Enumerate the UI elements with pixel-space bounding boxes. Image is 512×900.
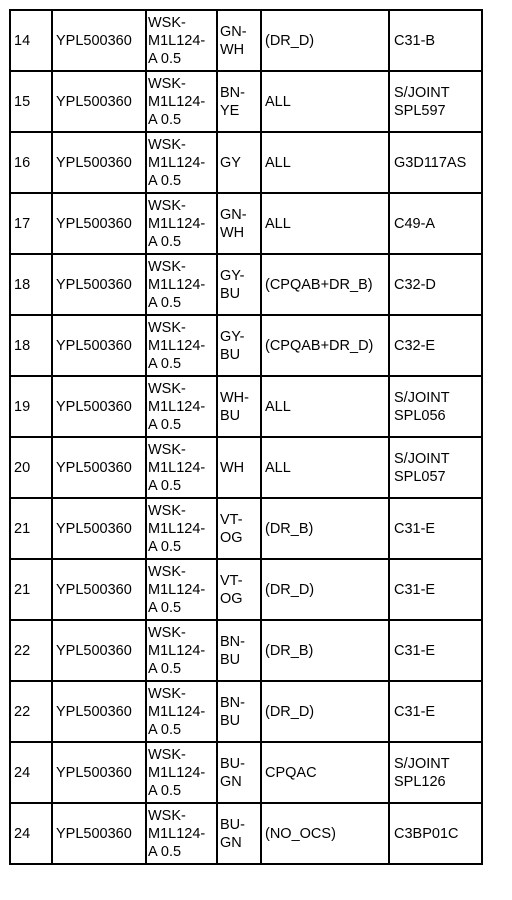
destination-line: S/JOINT bbox=[394, 755, 450, 772]
part-number-line: A 0.5 bbox=[148, 50, 182, 67]
table-row bbox=[10, 132, 482, 193]
part-number-line: M1L124- bbox=[148, 459, 206, 476]
part-number-line: M1L124- bbox=[148, 581, 206, 598]
destination-line: SPL597 bbox=[394, 102, 446, 119]
wire-code-cell bbox=[52, 742, 146, 803]
destination-line: C49-A bbox=[394, 215, 436, 232]
option-text: (DR_B) bbox=[265, 520, 314, 537]
part-number-line: WSK- bbox=[148, 319, 186, 336]
wire-table-body bbox=[10, 10, 482, 864]
part-number-line: WSK- bbox=[148, 746, 186, 763]
row-number-cell bbox=[10, 376, 52, 437]
wire-color-line: VT- bbox=[220, 572, 243, 589]
part-number-line: M1L124- bbox=[148, 93, 206, 110]
wire-color-cell bbox=[217, 132, 261, 193]
wire-color-line: GN- bbox=[220, 206, 247, 223]
wire-color-line: BU bbox=[220, 285, 241, 302]
option-cell bbox=[261, 559, 389, 620]
option-text: (DR_D) bbox=[265, 32, 315, 49]
row-number-cell bbox=[10, 681, 52, 742]
part-number-line: A 0.5 bbox=[148, 477, 182, 494]
option-text: (DR_D) bbox=[265, 703, 315, 720]
destination-line: SPL126 bbox=[394, 773, 446, 790]
part-number-cell bbox=[146, 742, 217, 803]
part-number-line: M1L124- bbox=[148, 32, 206, 49]
wire-code-text: YPL500360 bbox=[56, 825, 132, 842]
wire-code-cell bbox=[52, 620, 146, 681]
row-number-text: 15 bbox=[14, 93, 31, 110]
wire-color-line: VT- bbox=[220, 511, 243, 528]
wire-code-cell bbox=[52, 193, 146, 254]
destination-line: C32-E bbox=[394, 337, 436, 354]
wire-code-text: YPL500360 bbox=[56, 520, 132, 537]
option-text: ALL bbox=[265, 154, 291, 171]
part-number-line: WSK- bbox=[148, 197, 186, 214]
row-number-text: 16 bbox=[14, 154, 31, 171]
wire-color-line: BU bbox=[220, 651, 241, 668]
wire-code-cell bbox=[52, 71, 146, 132]
part-number-line: A 0.5 bbox=[148, 599, 182, 616]
wire-color-line: GY- bbox=[220, 328, 245, 345]
destination-cell bbox=[389, 620, 482, 681]
row-number-text: 22 bbox=[14, 642, 31, 659]
wire-color-line: WH bbox=[220, 41, 245, 58]
part-number-line: M1L124- bbox=[148, 703, 206, 720]
part-number-line: A 0.5 bbox=[148, 172, 182, 189]
part-number-cell bbox=[146, 315, 217, 376]
wire-color-line: BU- bbox=[220, 755, 245, 772]
part-number-cell bbox=[146, 803, 217, 864]
destination-cell bbox=[389, 559, 482, 620]
table-row bbox=[10, 71, 482, 132]
option-text: CPQAC bbox=[265, 764, 317, 781]
table-row bbox=[10, 742, 482, 803]
table-row bbox=[10, 193, 482, 254]
wire-code-text: YPL500360 bbox=[56, 764, 132, 781]
row-number-text: 24 bbox=[14, 764, 31, 781]
option-text: (NO_OCS) bbox=[265, 825, 336, 842]
row-number-text: 22 bbox=[14, 703, 31, 720]
part-number-line: A 0.5 bbox=[148, 843, 182, 860]
destination-line: C31-E bbox=[394, 581, 436, 598]
row-number-cell bbox=[10, 10, 52, 71]
part-number-line: A 0.5 bbox=[148, 782, 182, 799]
table-row bbox=[10, 254, 482, 315]
table-row bbox=[10, 10, 482, 71]
destination-cell bbox=[389, 315, 482, 376]
destination-cell bbox=[389, 742, 482, 803]
wire-code-cell bbox=[52, 10, 146, 71]
wire-color-line: GY bbox=[220, 154, 241, 171]
table-row bbox=[10, 315, 482, 376]
destination-cell bbox=[389, 254, 482, 315]
wire-color-line: GN- bbox=[220, 23, 247, 40]
part-number-line: WSK- bbox=[148, 502, 186, 519]
option-cell bbox=[261, 803, 389, 864]
row-number-text: 20 bbox=[14, 459, 31, 476]
wire-code-text: YPL500360 bbox=[56, 215, 132, 232]
option-cell bbox=[261, 10, 389, 71]
part-number-cell bbox=[146, 498, 217, 559]
wire-code-cell bbox=[52, 559, 146, 620]
destination-line: C31-E bbox=[394, 520, 436, 537]
destination-line: C3BP01C bbox=[394, 825, 459, 842]
wire-color-line: BU bbox=[220, 407, 241, 424]
option-cell bbox=[261, 681, 389, 742]
wire-color-cell bbox=[217, 803, 261, 864]
row-number-cell bbox=[10, 193, 52, 254]
wire-code-cell bbox=[52, 315, 146, 376]
part-number-line: WSK- bbox=[148, 563, 186, 580]
part-number-line: WSK- bbox=[148, 14, 186, 31]
part-number-cell bbox=[146, 376, 217, 437]
part-number-line: A 0.5 bbox=[148, 660, 182, 677]
row-number-text: 14 bbox=[14, 32, 31, 49]
option-cell bbox=[261, 620, 389, 681]
wire-color-line: OG bbox=[220, 529, 243, 546]
destination-line: C31-E bbox=[394, 703, 436, 720]
part-number-line: A 0.5 bbox=[148, 538, 182, 555]
wire-color-line: BU bbox=[220, 712, 241, 729]
wire-color-line: BN- bbox=[220, 633, 245, 650]
option-cell bbox=[261, 193, 389, 254]
destination-line: C32-D bbox=[394, 276, 436, 293]
wire-color-cell bbox=[217, 620, 261, 681]
wire-color-line: WH- bbox=[220, 389, 249, 406]
part-number-line: WSK- bbox=[148, 380, 186, 397]
destination-line: C31-B bbox=[394, 32, 436, 49]
row-number-cell bbox=[10, 559, 52, 620]
wire-code-cell bbox=[52, 132, 146, 193]
wire-color-line: BN- bbox=[220, 84, 245, 101]
table-row bbox=[10, 559, 482, 620]
wire-color-line: WH bbox=[220, 459, 245, 476]
part-number-line: A 0.5 bbox=[148, 111, 182, 128]
wire-color-cell bbox=[217, 193, 261, 254]
wire-code-text: YPL500360 bbox=[56, 703, 132, 720]
wire-color-cell bbox=[217, 71, 261, 132]
option-cell bbox=[261, 742, 389, 803]
destination-cell bbox=[389, 10, 482, 71]
destination-line: S/JOINT bbox=[394, 84, 450, 101]
part-number-cell bbox=[146, 620, 217, 681]
part-number-cell bbox=[146, 559, 217, 620]
part-number-cell bbox=[146, 193, 217, 254]
part-number-line: M1L124- bbox=[148, 215, 206, 232]
option-text: ALL bbox=[265, 93, 291, 110]
wire-code-cell bbox=[52, 254, 146, 315]
row-number-cell bbox=[10, 803, 52, 864]
part-number-line: A 0.5 bbox=[148, 416, 182, 433]
wire-code-cell bbox=[52, 681, 146, 742]
wire-code-text: YPL500360 bbox=[56, 276, 132, 293]
wire-color-cell bbox=[217, 681, 261, 742]
part-number-line: A 0.5 bbox=[148, 233, 182, 250]
table-row bbox=[10, 803, 482, 864]
option-cell bbox=[261, 437, 389, 498]
option-cell bbox=[261, 132, 389, 193]
wire-color-cell bbox=[217, 254, 261, 315]
wire-color-line: BU bbox=[220, 346, 241, 363]
row-number-cell bbox=[10, 71, 52, 132]
wire-code-text: YPL500360 bbox=[56, 32, 132, 49]
destination-cell bbox=[389, 376, 482, 437]
row-number-cell bbox=[10, 742, 52, 803]
wire-table bbox=[9, 9, 483, 865]
part-number-cell bbox=[146, 437, 217, 498]
wire-code-text: YPL500360 bbox=[56, 154, 132, 171]
destination-cell bbox=[389, 132, 482, 193]
wire-color-line: BN- bbox=[220, 694, 245, 711]
option-text: (DR_B) bbox=[265, 642, 314, 659]
part-number-line: M1L124- bbox=[148, 642, 206, 659]
row-number-text: 17 bbox=[14, 215, 31, 232]
wire-code-text: YPL500360 bbox=[56, 93, 132, 110]
part-number-line: A 0.5 bbox=[148, 355, 182, 372]
option-text: (DR_D) bbox=[265, 581, 315, 598]
wire-color-line: OG bbox=[220, 590, 243, 607]
part-number-line: A 0.5 bbox=[148, 294, 182, 311]
row-number-cell bbox=[10, 315, 52, 376]
wire-code-cell bbox=[52, 437, 146, 498]
option-text: (CPQAB+DR_D) bbox=[265, 337, 374, 354]
option-text: ALL bbox=[265, 459, 291, 476]
part-number-line: M1L124- bbox=[148, 276, 206, 293]
row-number-cell bbox=[10, 254, 52, 315]
option-text: ALL bbox=[265, 398, 291, 415]
part-number-line: WSK- bbox=[148, 624, 186, 641]
part-number-line: M1L124- bbox=[148, 764, 206, 781]
destination-line: S/JOINT bbox=[394, 389, 450, 406]
wire-color-line: GN bbox=[220, 834, 242, 851]
table-row bbox=[10, 376, 482, 437]
option-cell bbox=[261, 498, 389, 559]
wire-code-cell bbox=[52, 498, 146, 559]
destination-cell bbox=[389, 437, 482, 498]
table-row bbox=[10, 437, 482, 498]
row-number-text: 21 bbox=[14, 581, 31, 598]
part-number-cell bbox=[146, 71, 217, 132]
wire-color-cell bbox=[217, 498, 261, 559]
row-number-cell bbox=[10, 498, 52, 559]
wire-color-line: YE bbox=[220, 102, 240, 119]
part-number-cell bbox=[146, 681, 217, 742]
row-number-cell bbox=[10, 132, 52, 193]
row-number-cell bbox=[10, 620, 52, 681]
destination-cell bbox=[389, 193, 482, 254]
wire-code-text: YPL500360 bbox=[56, 459, 132, 476]
row-number-cell bbox=[10, 437, 52, 498]
table-row bbox=[10, 620, 482, 681]
table-row bbox=[10, 681, 482, 742]
row-number-text: 18 bbox=[14, 337, 31, 354]
destination-line: G3D117AS bbox=[394, 154, 467, 171]
part-number-line: A 0.5 bbox=[148, 721, 182, 738]
destination-cell bbox=[389, 803, 482, 864]
wire-color-line: GY- bbox=[220, 267, 245, 284]
wire-code-cell bbox=[52, 803, 146, 864]
option-cell bbox=[261, 254, 389, 315]
wire-color-cell bbox=[217, 742, 261, 803]
wire-color-cell bbox=[217, 10, 261, 71]
part-number-cell bbox=[146, 10, 217, 71]
part-number-line: M1L124- bbox=[148, 337, 206, 354]
option-text: (CPQAB+DR_B) bbox=[265, 276, 373, 293]
part-number-line: WSK- bbox=[148, 136, 186, 153]
table-row bbox=[10, 498, 482, 559]
option-cell bbox=[261, 376, 389, 437]
wire-code-text: YPL500360 bbox=[56, 642, 132, 659]
part-number-line: WSK- bbox=[148, 441, 186, 458]
part-number-line: WSK- bbox=[148, 75, 186, 92]
wire-code-text: YPL500360 bbox=[56, 398, 132, 415]
part-number-line: WSK- bbox=[148, 685, 186, 702]
wire-code-text: YPL500360 bbox=[56, 337, 132, 354]
wire-color-line: BU- bbox=[220, 816, 245, 833]
wire-color-cell bbox=[217, 437, 261, 498]
destination-line: SPL057 bbox=[394, 468, 446, 485]
destination-cell bbox=[389, 498, 482, 559]
wire-color-cell bbox=[217, 376, 261, 437]
wire-color-line: GN bbox=[220, 773, 242, 790]
destination-cell bbox=[389, 681, 482, 742]
destination-line: S/JOINT bbox=[394, 450, 450, 467]
wire-color-cell bbox=[217, 559, 261, 620]
part-number-line: M1L124- bbox=[148, 825, 206, 842]
part-number-cell bbox=[146, 254, 217, 315]
part-number-line: M1L124- bbox=[148, 154, 206, 171]
wire-code-text: YPL500360 bbox=[56, 581, 132, 598]
destination-line: C31-E bbox=[394, 642, 436, 659]
part-number-line: WSK- bbox=[148, 258, 186, 275]
destination-line: SPL056 bbox=[394, 407, 446, 424]
row-number-text: 24 bbox=[14, 825, 31, 842]
wire-color-line: WH bbox=[220, 224, 245, 241]
wire-color-cell bbox=[217, 315, 261, 376]
part-number-line: M1L124- bbox=[148, 520, 206, 537]
destination-cell bbox=[389, 71, 482, 132]
row-number-text: 19 bbox=[14, 398, 31, 415]
wire-code-cell bbox=[52, 376, 146, 437]
part-number-cell bbox=[146, 132, 217, 193]
part-number-line: WSK- bbox=[148, 807, 186, 824]
row-number-text: 18 bbox=[14, 276, 31, 293]
option-cell bbox=[261, 71, 389, 132]
option-cell bbox=[261, 315, 389, 376]
part-number-line: M1L124- bbox=[148, 398, 206, 415]
option-text: ALL bbox=[265, 215, 291, 232]
row-number-text: 21 bbox=[14, 520, 31, 537]
